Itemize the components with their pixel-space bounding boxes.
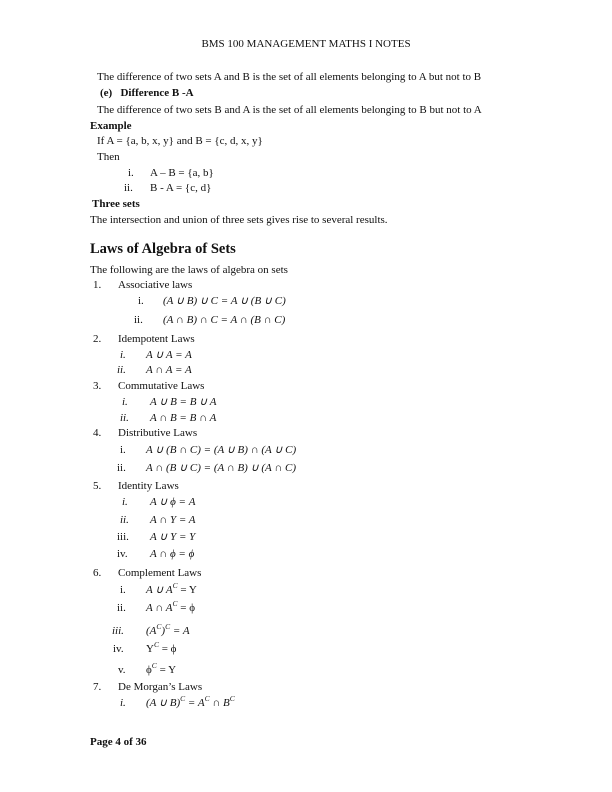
item-num: ii. — [117, 602, 126, 614]
formula: A ∩ $A^C = \phi$ — [146, 599, 196, 614]
formula: A ∪ A = A — [146, 349, 192, 361]
formula: $Y^C = \phi$ — [146, 640, 177, 655]
law-num: 7. — [93, 681, 102, 693]
item-num: i. — [120, 349, 126, 361]
law-title: De Morgan’s Laws — [118, 681, 203, 693]
difference-a-b-text: The difference of two sets A and B is the set of all elements belonging to A but not to B — [97, 71, 482, 83]
laws-intro: The following are the laws of algebra on sets — [90, 264, 288, 276]
item-num: i. — [122, 496, 128, 508]
item-num: ii. — [120, 514, 129, 526]
three-sets-text: The intersection and union of three sets gives rise to several results. — [90, 214, 388, 226]
item-num: iii. — [117, 531, 129, 543]
formula: $\phi^C = Y$ — [146, 661, 177, 676]
item-num: iv. — [117, 548, 128, 560]
item-num: i. — [120, 697, 126, 709]
law-title: Identity Laws — [118, 480, 179, 492]
law-num: 2. — [93, 333, 102, 345]
law-num: 1. — [93, 279, 102, 291]
result-a-minus-b: A – B = {a, b} — [150, 167, 214, 179]
item-num: ii. — [120, 412, 129, 424]
list-num: ii. — [124, 182, 133, 194]
formula: (A ∪ $B)^C = A^C$ ∩ $B^C$ — [146, 694, 235, 709]
item-num: i. — [120, 584, 126, 596]
item-num: i. — [122, 396, 128, 408]
law-title: Commutative Laws — [118, 380, 205, 392]
formula: A ∪ ϕ = A — [150, 496, 196, 508]
formula: A ∪ (B ∩ C) = (A ∪ B) ∩ (A ∪ C) — [146, 444, 297, 456]
page-number: Page 4 of 36 — [90, 736, 147, 748]
formula: A ∩ A = A — [146, 364, 192, 376]
three-sets-heading: Three sets — [92, 198, 140, 210]
difference-b-a-text: The difference of two sets B and A is the set of all elements belonging to B but not to A — [97, 104, 482, 116]
formula: A ∩ Y = A — [150, 514, 196, 526]
formula: (A ∪ B) ∪ C = A ∪ (B ∪ C) — [163, 295, 286, 307]
item-num: i. — [138, 295, 144, 307]
formula: A ∪ Y = Y — [150, 531, 196, 543]
item-num: i. — [120, 444, 126, 456]
law-num: 4. — [93, 427, 102, 439]
then-text: Then — [97, 151, 120, 163]
law-title: Idempotent Laws — [118, 333, 195, 345]
subheading-difference-b-a: (e) Difference B -A — [100, 87, 194, 99]
item-num: ii. — [117, 364, 126, 376]
formula: A ∪ B = B ∪ A — [150, 396, 217, 408]
item-num: ii. — [117, 462, 126, 474]
example-heading: Example — [90, 120, 132, 132]
item-num: ii. — [134, 314, 143, 326]
formula: A ∪ $A^C = Y$ — [146, 581, 197, 596]
list-num: i. — [128, 167, 134, 179]
law-num: 6. — [93, 567, 102, 579]
item-num: iv. — [113, 643, 124, 655]
formula: A ∩ ϕ = ϕ — [150, 548, 195, 560]
formula: A ∩ B = B ∩ A — [150, 412, 217, 424]
law-title: Complement Laws — [118, 567, 202, 579]
law-title: Associative laws — [118, 279, 193, 291]
law-title: Distributive Laws — [118, 427, 198, 439]
laws-heading: Laws of Algebra of Sets — [90, 241, 236, 257]
formula: A ∩ (B ∪ C) = (A ∩ B) ∪ (A ∩ C) — [146, 462, 297, 474]
item-num: v. — [118, 664, 126, 676]
item-num: iii. — [112, 625, 124, 637]
law-num: 3. — [93, 380, 102, 392]
example-sets: If A = {a, b, x, y} and B = {c, d, x, y} — [97, 135, 263, 147]
page-header: BMS 100 MANAGEMENT MATHS I NOTES — [201, 38, 411, 50]
result-b-minus-a: B - A = {c, d} — [150, 182, 212, 194]
formula: $(A^C)^C = A$ — [146, 622, 190, 637]
law-num: 5. — [93, 480, 102, 492]
formula: (A ∩ B) ∩ C = A ∩ (B ∩ C) — [163, 314, 286, 326]
